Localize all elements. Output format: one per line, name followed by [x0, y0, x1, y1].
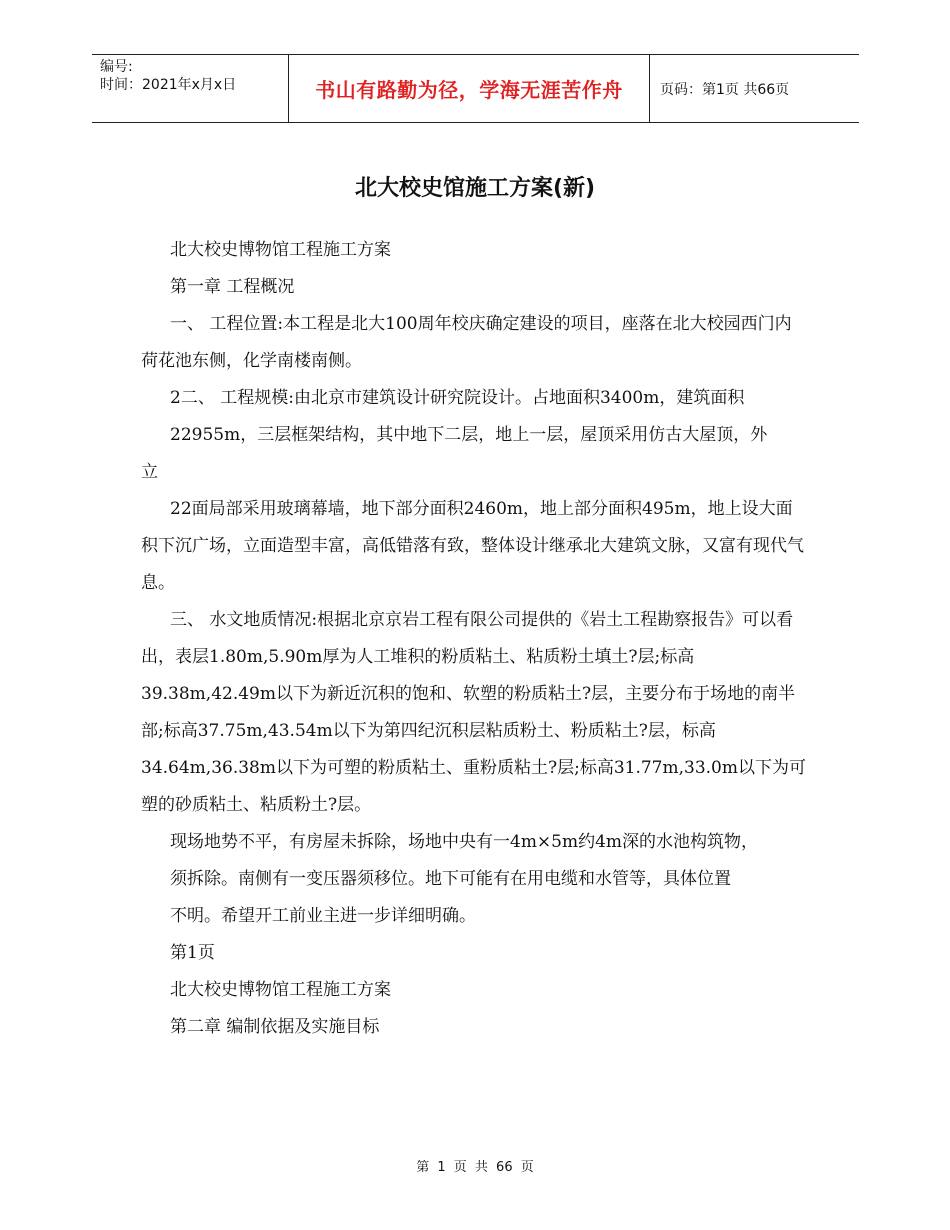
number-label: 编号: [100, 59, 133, 75]
paragraph: 22955m，三层框架结构，其中地下二层，地上一层，屋顶采用仿古大屋顶，外 [170, 425, 768, 445]
motto-text: 书山有路勤为径，学海无涯苦作舟 [315, 78, 623, 102]
page-title: 北大校史馆施工方案(新) [354, 176, 596, 201]
paragraph: 不明。希望开工前业主进一步详细明确。 [170, 906, 476, 926]
page-footer: 第 1 页 共 66 页 [416, 1160, 534, 1175]
paragraph: 立 [141, 462, 158, 482]
paragraph: 三、 水文地质情况:根据北京京岩工程有限公司提供的《岩土工程勘察报告》可以看出，表层1.80m,5.90m厚为人工堆积的粉质粘土、粘质粉土填土?层;标高39.38m,42.49m以下为新近沉积的饱和、软塑的粉质粘土?层，主要分布于场地的南半部;标高37.75m,43.54m以下为第四纪沉积层粘质粉土、粉质粘土?层，标高34.64m,36.38m以下为可塑的粉质粘土、重粉质粘土?层;标高31.77m,33.0m以下为可塑的砂质粘土、粘质粉土?层。 [141, 610, 806, 815]
paragraph: 须拆除。南侧有一变压器须移位。地下可能有在用电缆和水管等，具体位置 [170, 869, 731, 889]
paragraph: 现场地势不平，有房屋未拆除，场地中央有一4m×5m约4m深的水池构筑物， [170, 832, 759, 852]
chapter-heading: 第一章 工程概况 [170, 277, 295, 297]
document-header [92, 54, 859, 123]
header-page-cell [650, 55, 859, 122]
paragraph: 一、 工程位置:本工程是北大100周年校庆确定建设的项目，座落在北大校园西门内荷花池东侧，化学南楼南侧。 [141, 314, 792, 371]
page-info: 页码：第1页 共66页 [660, 81, 790, 98]
header-motto-cell [288, 55, 650, 122]
paragraph: 北大校史博物馆工程施工方案 [170, 240, 391, 260]
chapter-heading: 第二章 编制依据及实施目标 [170, 1017, 380, 1037]
time-label: 时间：2021年x月x日 [100, 77, 237, 93]
header-meta [92, 55, 288, 122]
paragraph: 22面局部采用玻璃幕墙，地下部分面积2460m，地上部分面积495m，地上设大面积下沉广场，立面造型丰富，高低错落有致，整体设计继承北大建筑文脉，又富有现代气息。 [141, 499, 804, 593]
document-body [141, 232, 806, 1046]
paragraph: 北大校史博物馆工程施工方案 [170, 980, 391, 1000]
inline-page-marker: 第1页 [170, 943, 215, 963]
paragraph: 2二、 工程规模:由北京市建筑设计研究院设计。占地面积3400m，建筑面积 [170, 388, 745, 408]
